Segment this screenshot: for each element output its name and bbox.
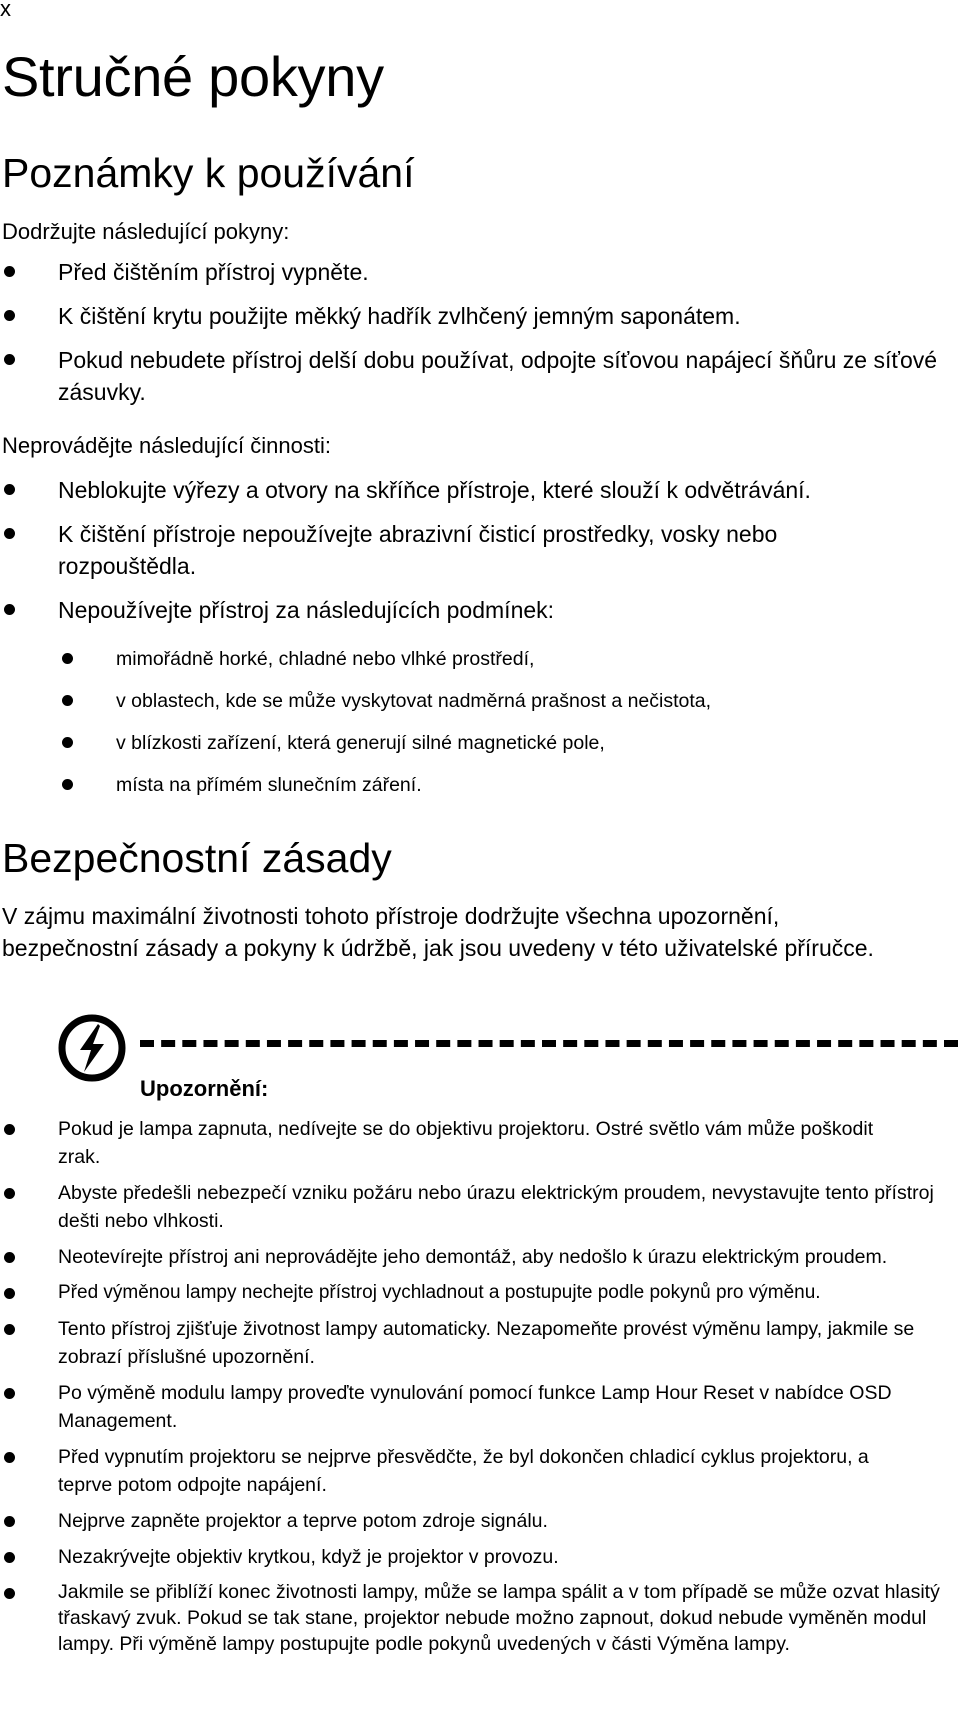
bullet-icon (4, 310, 15, 321)
bullet-icon (4, 604, 15, 615)
list-item: mimořádně horké, chladné nebo vlhké prostředí, (0, 638, 960, 680)
bullet-icon (62, 695, 73, 706)
bullet-icon (4, 1552, 15, 1563)
list-item: Abyste předešli nebezpečí vzniku požáru nebo úrazu elektrickým proudem, nevystavujte tento přístroj dešti nebo vlhkosti. (0, 1179, 960, 1235)
bullet-icon (4, 484, 15, 495)
list-item: v oblastech, kde se může vyskytovat nadměrná prašnost a nečistota, (0, 680, 960, 722)
list-item: Nezakrývejte objektiv krytkou, když je projektor v provozu. (0, 1543, 960, 1571)
usage-do-list (0, 256, 960, 408)
bullet-icon (4, 1124, 15, 1135)
bullet-icon (62, 653, 73, 664)
warning-lightning-icon (58, 1014, 126, 1082)
list-item: K čištění krytu použijte měkký hadřík zvlhčený jemným saponátem. (0, 300, 960, 332)
warning-list (0, 1115, 960, 1657)
list-item: Nepoužívejte přístroj za následujících podmínek: (0, 594, 960, 626)
usage-dont-list (0, 474, 960, 626)
list-item: Nejprve zapněte projektor a teprve potom zdroje signálu. (0, 1507, 960, 1535)
list-item: místa na přímém slunečním záření. (0, 764, 960, 806)
close-mark: x (0, 0, 11, 21)
safety-intro: V zájmu maximální životnosti tohoto přístroje dodržujte všechna upozornění, bezpečnostní zásady a pokyny k údržbě, jak jsou uvedeny v této uživatelské příručce. (2, 903, 874, 961)
bullet-icon (4, 528, 15, 539)
usage-do-intro: Dodržujte následující pokyny: (2, 219, 290, 244)
warning-label: Upozornění: (140, 1076, 269, 1101)
usage-dont-intro: Neprovádějte následující činnosti: (2, 433, 331, 458)
list-item: Pokud je lampa zapnuta, nedívejte se do objektivu projektoru. Ostré světlo vám může poškodit zrak. (0, 1115, 960, 1171)
list-item: Neotevírejte přístroj ani neprovádějte jeho demontáž, aby nedošlo k úrazu elektrickým proudem. (0, 1243, 960, 1271)
page-title: Stručné pokyny (2, 45, 384, 108)
list-item: Jakmile se přiblíží konec životnosti lampy, může se lampa spálit a v tom případě se může ozvat hlasitý třaskavý zvuk. Pokud se tak stane, projektor nebude možno zapnout, dokud nebude vyměněn modul lampy. Při výměně lampy postupujte podle pokynů uvedených v části Výměna lampy. (0, 1579, 960, 1657)
list-item: Před vypnutím projektoru se nejprve přesvědčte, že byl dokončen chladicí cyklus projektoru, a teprve potom odpojte napájení. (0, 1443, 960, 1499)
bullet-icon (4, 1252, 15, 1263)
list-item: Po výměně modulu lampy proveďte vynulování pomocí funkce Lamp Hour Reset v nabídce OSD Management. (0, 1379, 960, 1435)
safety-heading: Bezpečnostní zásady (2, 835, 392, 881)
bullet-icon (4, 1516, 15, 1527)
bullet-icon (4, 1388, 15, 1399)
warning-divider (140, 1040, 958, 1047)
bullet-icon (4, 1324, 15, 1335)
bullet-icon (4, 266, 15, 277)
list-item: Tento přístroj zjišťuje životnost lampy automaticky. Nezapomeňte provést výměnu lampy, jakmile se zobrazí příslušné upozornění. (0, 1315, 960, 1371)
usage-heading: Poznámky k používání (2, 150, 415, 196)
bullet-icon (62, 737, 73, 748)
bullet-icon (4, 1288, 15, 1299)
list-item: Před čištěním přístroj vypněte. (0, 256, 960, 288)
bullet-icon (4, 1188, 15, 1199)
list-item: K čištění přístroje nepoužívejte abrazivní čisticí prostředky, vosky nebo rozpouštědla. (0, 518, 960, 582)
list-item: Před výměnou lampy nechejte přístroj vychladnout a postupujte podle pokynů pro výměnu. (0, 1279, 960, 1307)
bullet-icon (4, 1588, 15, 1599)
list-item: Neblokujte výřezy a otvory na skříňce přístroje, které slouží k odvětrávání. (0, 474, 960, 506)
bullet-icon (4, 1452, 15, 1463)
list-item: Pokud nebudete přístroj delší dobu používat, odpojte síťovou napájecí šňůru ze síťové zásuvky. (0, 344, 960, 408)
bullet-icon (4, 354, 15, 365)
conditions-list (0, 638, 960, 806)
list-item: v blízkosti zařízení, která generují silné magnetické pole, (0, 722, 960, 764)
bullet-icon (62, 779, 73, 790)
